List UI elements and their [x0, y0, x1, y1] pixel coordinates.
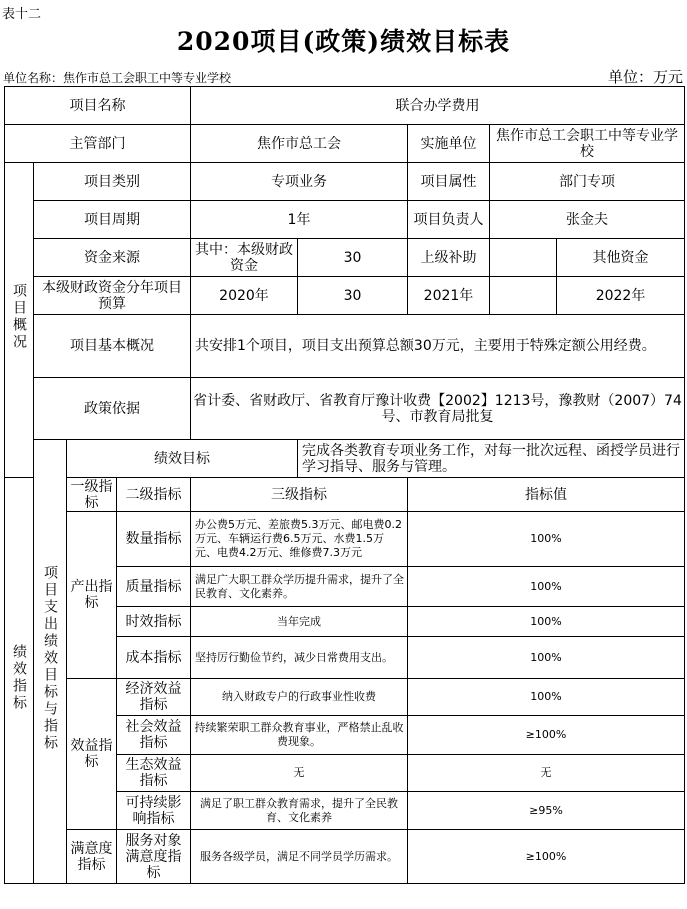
currency-unit: 单位：万元	[607, 68, 683, 86]
fund-source-label: 资金来源	[34, 239, 191, 277]
level2-header: 二级指标	[117, 478, 191, 512]
page-title: 2020项目(政策)绩效目标表	[176, 27, 511, 56]
dept-value: 焦作市总工会	[191, 125, 408, 163]
project-name-label: 项目名称	[5, 87, 191, 125]
value-cell: 无	[408, 755, 685, 792]
year2-value	[490, 277, 557, 315]
level3-cell: 坚持厉行勤俭节约，减少日常费用支出。	[191, 637, 408, 679]
satisfaction-label: 满意度指标	[67, 830, 117, 884]
value-cell: ≥100%	[408, 716, 685, 755]
basic-overview-text: 共安排1个项目，项目支出预算总额30万元，主要用于特殊定额公用经费。	[191, 315, 685, 378]
unit-name: 单位名称：焦作市总工会职工中等专业学校	[3, 71, 232, 85]
overview-section-label: 项目概况	[5, 163, 34, 478]
level3-cell: 满足广大职工群众学历提升需求，提升了全民教育、文化素养。	[191, 567, 408, 607]
owner-value: 张金夫	[490, 201, 685, 239]
value-cell: ≥100%	[408, 830, 685, 884]
value-header: 指标值	[408, 478, 685, 512]
level3-cell: 服务各级学员，满足不同学员学历需求。	[191, 830, 408, 884]
year3-label: 2022年	[557, 277, 685, 315]
level2-cell: 生态效益指标	[117, 755, 191, 792]
table-row	[5, 512, 685, 567]
attr-value: 部门专项	[490, 163, 685, 201]
period-value: 1年	[191, 201, 408, 239]
dept-label: 主管部门	[5, 125, 191, 163]
table-row	[5, 679, 685, 716]
basic-overview-label: 项目基本概况	[34, 315, 191, 378]
value-cell: 100%	[408, 679, 685, 716]
output-label: 产出指标	[67, 512, 117, 679]
level3-cell: 办公费5万元、差旅费5.3万元、邮电费0.2万元、车辆运行费6.5万元、水费1.5万元、电费4.2万元、维修费7.3万元	[191, 512, 408, 567]
level2-cell: 时效指标	[117, 607, 191, 637]
level3-cell: 持续繁荣职工群众教育事业，严格禁止乱收费现象。	[191, 716, 408, 755]
category-value: 专项业务	[191, 163, 408, 201]
impl-label: 实施单位	[408, 125, 490, 163]
level3-cell: 纳入财政专户的行政事业性收费	[191, 679, 408, 716]
goal-text: 完成各类教育专项业务工作，对每一批次远程、函授学员进行学习指导、服务与管理。	[298, 440, 685, 478]
level3-header: 三级指标	[191, 478, 408, 512]
fund-upper-value	[490, 239, 557, 277]
value-cell: 100%	[408, 567, 685, 607]
level3-cell: 无	[191, 755, 408, 792]
impl-value: 焦作市总工会职工中等专业学校	[490, 125, 685, 163]
owner-label: 项目负责人	[408, 201, 490, 239]
period-label: 项目周期	[34, 201, 191, 239]
level1-header: 一级指标	[67, 478, 117, 512]
benefit-label: 效益指标	[67, 679, 117, 830]
level2-cell: 可持续影响指标	[117, 792, 191, 830]
level2-cell: 服务对象满意度指标	[117, 830, 191, 884]
value-cell: 100%	[408, 512, 685, 567]
performance-table	[4, 86, 685, 884]
goal-label: 绩效目标	[67, 440, 298, 478]
level2-cell: 经济效益指标	[117, 679, 191, 716]
value-cell: ≥95%	[408, 792, 685, 830]
fund-upper-label: 上级补助	[408, 239, 490, 277]
fund-local-label: 其中：本级财政资金	[191, 239, 298, 277]
policy-label: 政策依据	[34, 378, 191, 440]
attr-label: 项目属性	[408, 163, 490, 201]
budget-label: 本级财政资金分年项目预算	[34, 277, 191, 315]
value-cell: 100%	[408, 637, 685, 679]
level2-cell: 数量指标	[117, 512, 191, 567]
level2-cell: 质量指标	[117, 567, 191, 607]
level2-cell: 成本指标	[117, 637, 191, 679]
year2-label: 2021年	[408, 277, 490, 315]
year1-label: 2020年	[191, 277, 298, 315]
table-number: 表十二	[2, 7, 42, 22]
year1-value: 30	[298, 277, 408, 315]
level3-cell: 满足了职工群众教育需求，提升了全民教育、文化素养	[191, 792, 408, 830]
table-row	[5, 830, 685, 884]
fund-local-value: 30	[298, 239, 408, 277]
project-name: 联合办学费用	[191, 87, 685, 125]
indicator-label: 绩效指标	[5, 478, 34, 884]
level2-cell: 社会效益指标	[117, 716, 191, 755]
category-label: 项目类别	[34, 163, 191, 201]
level3-cell: 当年完成	[191, 607, 408, 637]
performance-section-label: 项目支出绩效目标与指标	[34, 440, 67, 884]
value-cell: 100%	[408, 607, 685, 637]
fund-other-label: 其他资金	[557, 239, 685, 277]
policy-text: 省计委、省财政厅、省教育厅豫计收费【2002】1213号，豫教财（2007）74号、市教育局批复	[191, 378, 685, 440]
